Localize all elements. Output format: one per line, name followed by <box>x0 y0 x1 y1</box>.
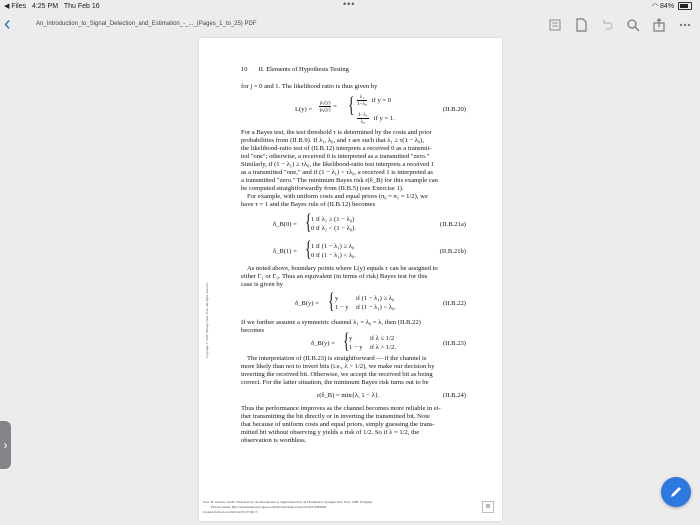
text-line: If we further assume a symmetric channel λ₁ = λ₀ = λ, then (II.B.22) <box>241 319 421 326</box>
eq22-tag: (II.B.22) <box>442 300 466 307</box>
eq22-lhs: δ_B(y) = <box>295 300 319 307</box>
eq24: r(δ_B) = min{λ, 1 − λ}. <box>317 392 380 399</box>
text-line: observation is worthless. <box>241 437 307 444</box>
eq23-brace: { <box>343 328 350 353</box>
toolbar <box>548 17 692 33</box>
eq20-case2-num: 1−λ₁ <box>358 112 368 118</box>
eq20-brace: { <box>348 92 355 117</box>
eq20-num: p₁(y) <box>320 100 331 106</box>
eq20-case2 <box>357 112 395 125</box>
pdf-page <box>199 38 502 521</box>
share-icon[interactable] <box>652 18 666 32</box>
footer-line: Created from uh on 2023-02-05 07:49:17. <box>203 510 259 514</box>
text-line: ther transmitting the bit directly or in inverting the transmitted bit. Note <box>241 413 430 420</box>
text-line: mitted bit without observing y yields a risk of 1/2. So if λ = 1/2, the <box>241 429 420 436</box>
eq24-tag: (II.B.24) <box>442 392 466 399</box>
text-line: case is given by <box>241 281 283 288</box>
document-title <box>36 21 256 27</box>
multitasking-dots-icon[interactable]: ••• <box>343 0 356 9</box>
status-date: Thu Feb 16 <box>63 3 100 10</box>
eq22-case2-val: 1 − y <box>335 304 349 311</box>
eq21b-lhs: δ_B(1) = <box>273 248 297 255</box>
eq20-case2-den: λ₀ <box>360 119 366 125</box>
text-line: For a Bayes test, the test threshold τ is determined by the costs and prior <box>241 129 432 136</box>
eq20-case2-cond: if y = 1. <box>373 115 395 123</box>
footer-line: Poor, H. Vincent, and H. Vincent Poor. An Introduction to Signal Detection and Estimation, Springer New York, 1988. ProQuest <box>203 500 373 504</box>
text-line: Thus the performance improves as the channel becomes more reliable in ei- <box>241 405 441 412</box>
copyright-notice: Copyright © 1988. Springer New York. All rights reserved. <box>205 282 209 358</box>
reader-icon[interactable] <box>548 18 562 32</box>
chevron-right-icon: › <box>3 438 8 452</box>
page-stamp-icon: ⊠ <box>482 501 494 513</box>
battery-percent: 84% <box>660 3 675 10</box>
eq21a-case1: 1 if λ₁ ≥ (1 − λ₀) <box>311 216 355 223</box>
text-line: correct. For the latter situation, the minimum Bayes risk turns out to be <box>241 379 429 386</box>
text-line: probabilities from (II.B.9). If λ₁, λ₀, and τ are such that λ₁ ≥ τ(1 − λ₀), <box>241 137 425 144</box>
text-line: Similarly, if (1 − λ₁) ≥ τλ₀, the likelihood-ratio test interprets a received 1 <box>241 161 435 168</box>
eq23-tag: (II.B.23) <box>442 340 466 347</box>
document-title-text: An_Introduction_to_Signal_Detection_and_Estimation_-_..._(Pages_1_to_25) <box>36 21 243 27</box>
text-line: have τ = 1 and the Bayes rule of (II.B.12) becomes <box>241 201 376 208</box>
footer-line: Ebook Central, http://ebookcentral.proquest.com/lib/sdsl/detail.action?docID=3084806. <box>211 505 327 509</box>
eq20-case1-den: 1−λ₀ <box>357 101 367 107</box>
eq23-case1-cond: if λ ≤ 1/2 <box>370 335 395 342</box>
file-type-badge: PDF <box>244 21 257 27</box>
text-line: for j = 0 and 1. The likelihood ratio is thus given by <box>241 83 378 90</box>
status-time: 4:25 PM <box>31 3 59 10</box>
markup-button[interactable] <box>661 477 691 507</box>
eq23-lhs: δ_B(y) = <box>311 340 335 347</box>
text-line: more likely than not to invert bits (i.e., λ > 1/2), we make our decision by <box>241 363 435 370</box>
eq20-case1-num: λ₁ <box>357 94 367 101</box>
eq21a-brace: { <box>305 209 312 234</box>
eq20-fraction: $\frac{\text{p₁(y)}}{\text{p₀(y)}}$ = <box>320 100 337 113</box>
chapter-title: II. Elements of Hypothesis Testing <box>258 66 349 73</box>
eq22-case1-val: y <box>335 295 339 302</box>
page-number: 10 <box>241 66 248 73</box>
text-line: The interpretation of (II.B.23) is straightforward — if the channel is <box>247 355 427 362</box>
battery-icon <box>678 2 692 10</box>
more-icon[interactable] <box>678 18 692 32</box>
eq23-case2-val: 1 − y <box>349 344 363 351</box>
eq20-case1-cond: if y = 0 <box>371 97 392 105</box>
eq21a-lhs: δ_B(0) = <box>273 221 297 228</box>
text-line: ted "one"; otherwise, a received 0 is interpreted as a transmitted "zero." <box>241 153 430 160</box>
eq21b-case1: 1 if (1 − λ₁) ≥ λ₀ <box>311 243 355 250</box>
search-icon[interactable] <box>626 18 640 32</box>
back-to-files-link[interactable]: ◀ Files <box>4 3 27 10</box>
eq21b-brace: { <box>305 236 312 261</box>
chevron-left-icon[interactable]: ‹ <box>4 13 11 35</box>
sidebar-handle[interactable] <box>0 421 11 469</box>
eq20-tag: (II.B.20) <box>442 106 466 113</box>
eq23-case2-cond: if λ > 1/2. <box>370 344 396 351</box>
text-line: as a transmitted "one," and if (1 − λ₁) < τλ₀, a received 1 is interpreted as <box>241 169 433 176</box>
status-bar <box>0 0 700 12</box>
page-header <box>241 66 349 73</box>
text-line: inverting the received bit. Otherwise, we accept the received bit as being <box>241 371 433 378</box>
eq20-den: p₀(y) <box>320 107 331 113</box>
eq20-case1 <box>357 94 391 107</box>
eq21b-tag: (II.B.21b) <box>439 248 466 255</box>
eq21a-tag: (II.B.21a) <box>440 221 466 228</box>
text-line: either Γ₁ or Γ₀. Thus an equivalent (in terms of risk) Bayes test for this <box>241 273 428 280</box>
eq22-case2-cond: if (1 − λ₁) < λ₀. <box>356 304 397 311</box>
eq22-case1-cond: if (1 − λ₁) ≥ λ₀ <box>356 295 395 302</box>
undo-icon[interactable] <box>600 18 614 32</box>
document-icon[interactable] <box>574 18 588 32</box>
text-line: the likelihood-ratio test of (II.B.12) interprets a received 0 as a transmit- <box>241 145 432 152</box>
eq23-case1-val: y <box>349 335 353 342</box>
text-line: As noted above, boundary points where L(y) equals τ can be assigned to <box>247 265 438 272</box>
status-left <box>4 2 100 10</box>
status-right <box>652 2 692 10</box>
wifi-icon: ◠ <box>651 3 659 10</box>
pencil-icon <box>669 485 683 499</box>
text-line: becomes <box>241 327 265 334</box>
text-line: be computed straightforwardly from (II.B.5) (see Exercise 1). <box>241 185 404 192</box>
eq21a-case2: 0 if λ₁ < (1 − λ₀). <box>311 225 356 232</box>
text-line: that because of uniform costs and equal priors, simply guessing the trans- <box>241 421 435 428</box>
eq20-lhs: L(y) = <box>295 106 313 113</box>
eq22-brace: { <box>328 288 335 313</box>
text-line: a transmitted "zero." The minimum Bayes risk r(δ_B) for this example can <box>241 177 438 184</box>
text-line: For example, with uniform costs and equal priors (π₀ = π₁ = 1/2), we <box>247 193 428 200</box>
eq21b-case2: 0 if (1 − λ₁) < λ₀. <box>311 252 356 259</box>
nav-bar <box>0 12 700 38</box>
